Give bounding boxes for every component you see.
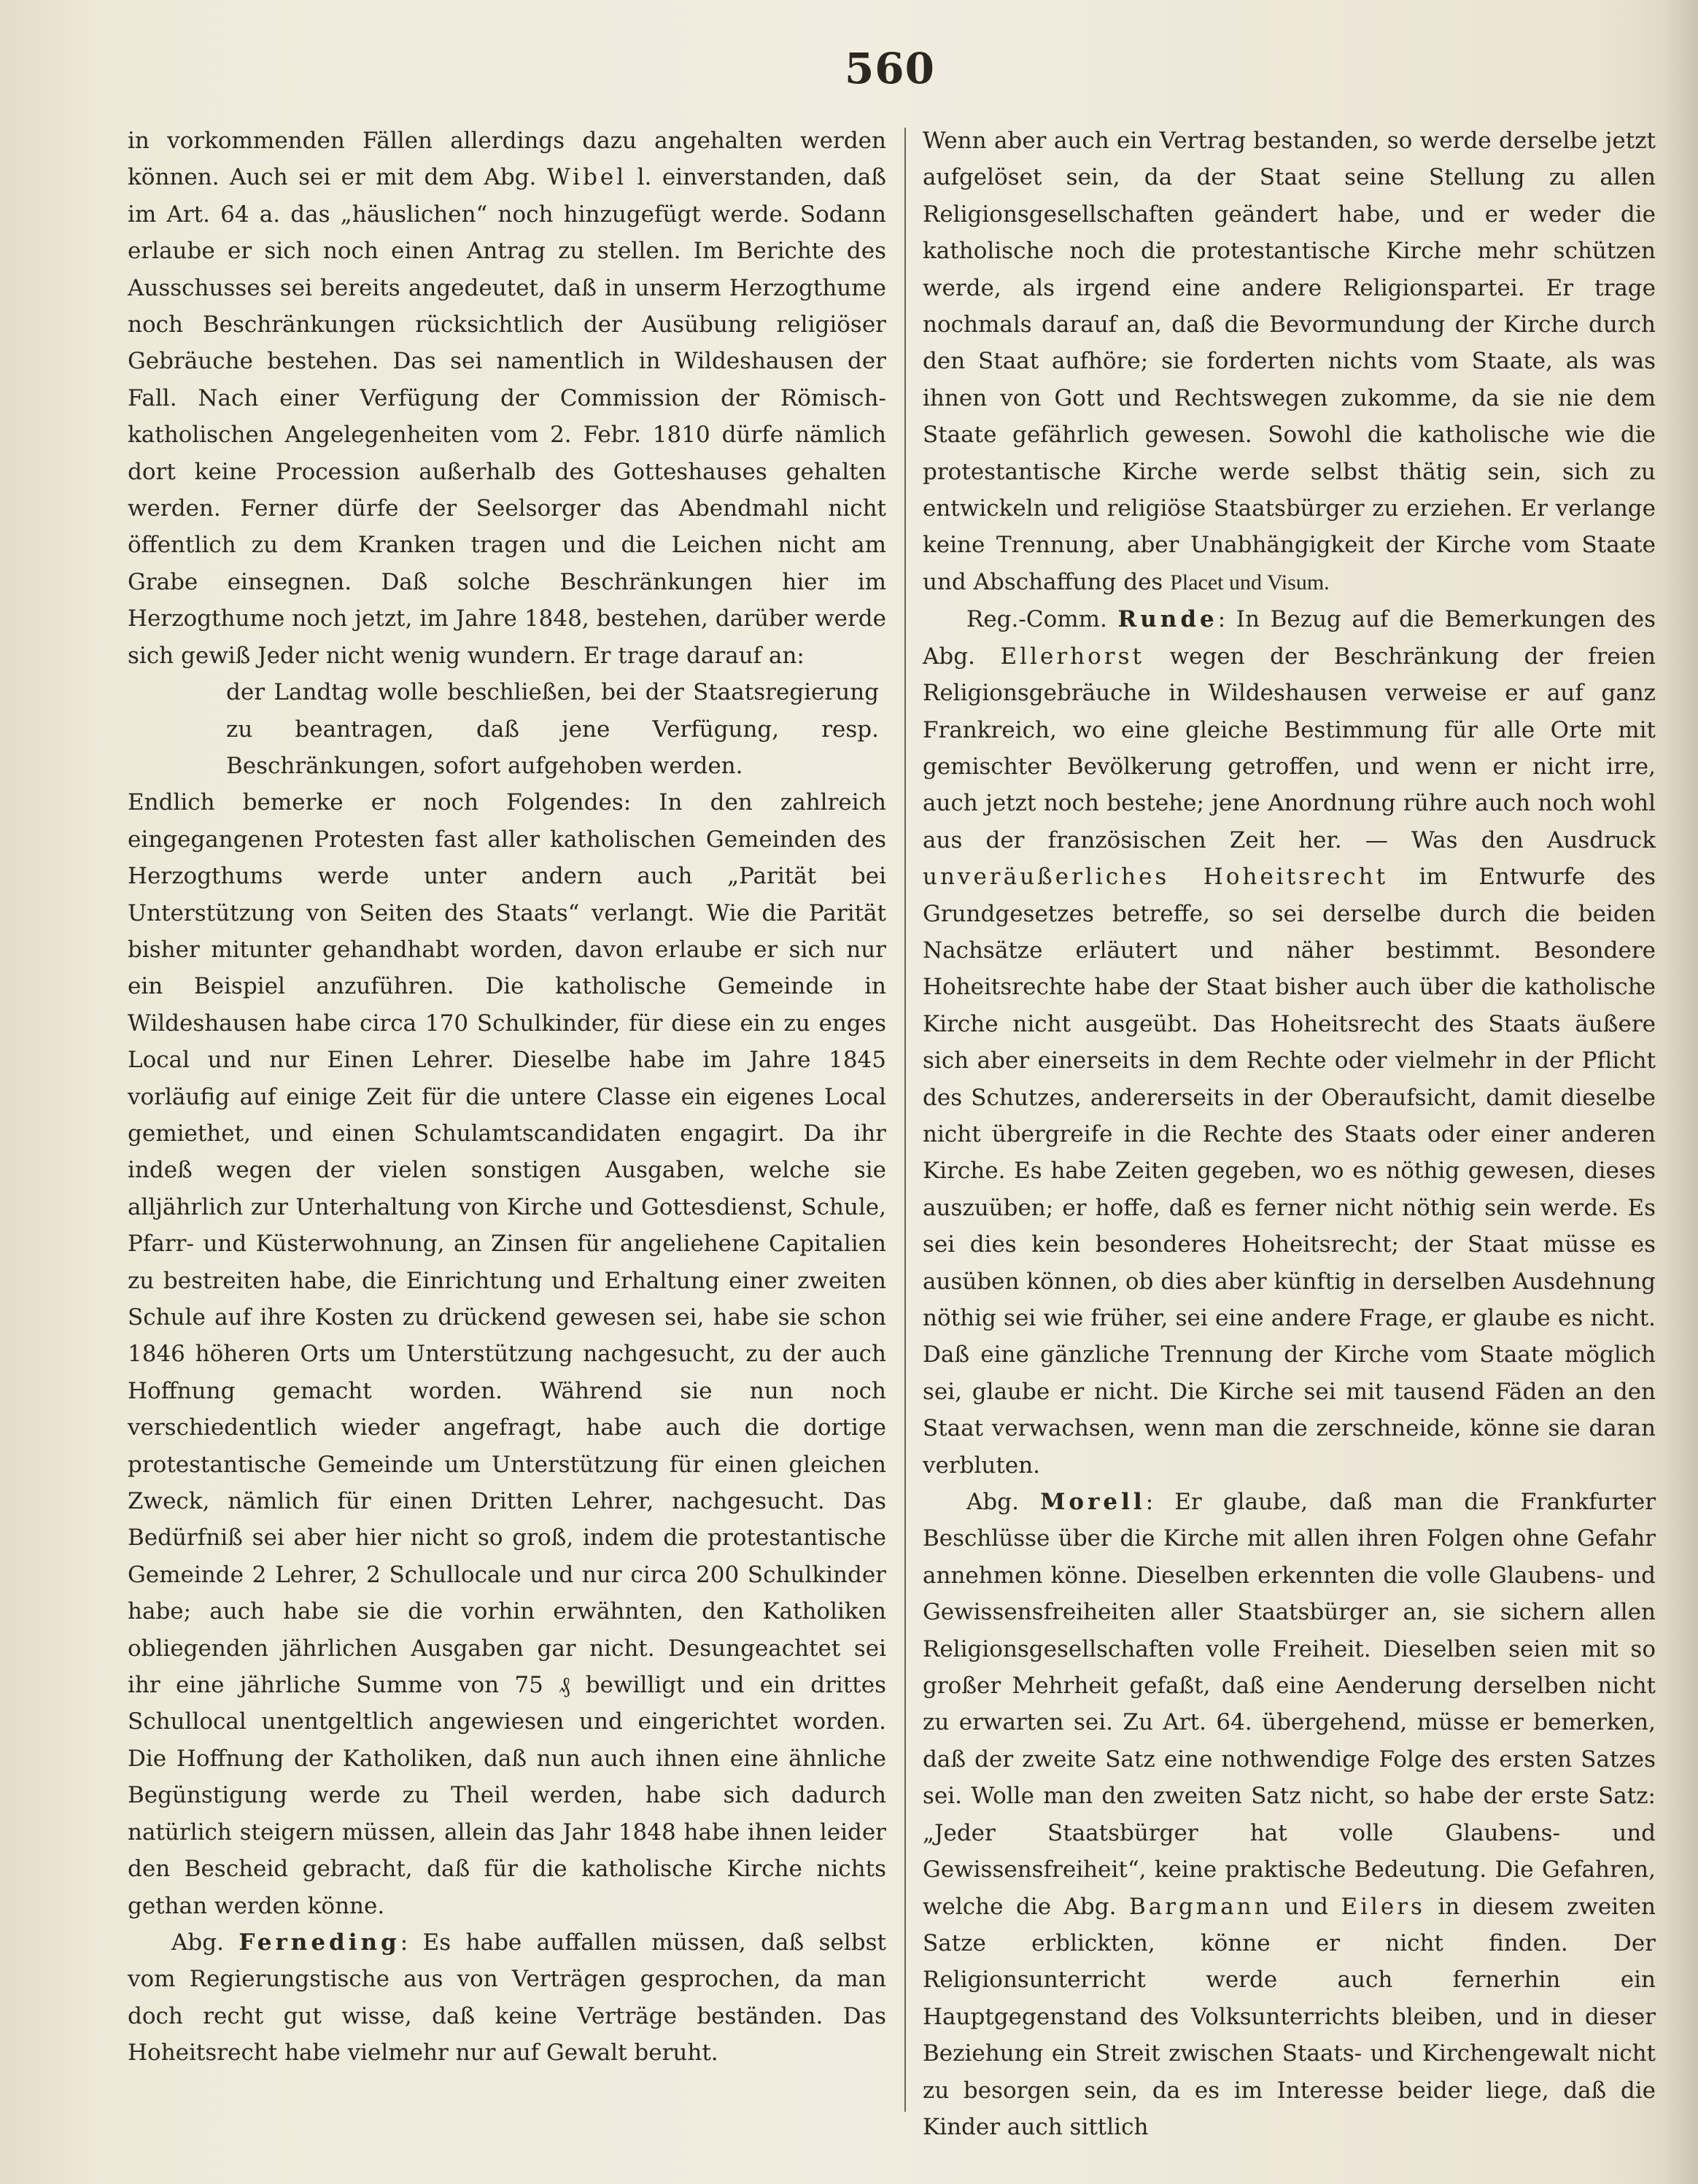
emphasized-term: unveräußerliches Hoheitsrecht xyxy=(923,864,1389,891)
speaker-name: Morell xyxy=(1040,1489,1146,1516)
latin-term: Placet und Visum. xyxy=(1170,570,1330,595)
page-number: 560 xyxy=(844,44,936,93)
speaker-name: Eilers xyxy=(1341,1893,1425,1920)
left-paragraph-1: in vorkommenden Fällen allerdings dazu angehalten werden können. Auch sei er mit dem Abg. Wibel l. einverstanden, daß im Art. 64 a. das „häuslichen“ noch hinzugefügt werde. Sodann erlaube er sich noch einen Antrag zu stellen. Im Berichte des Ausschusses sei bereits angedeutet, daß in unserm Herzogthume noch Beschränkungen rücksichtlich der Ausübung religiöser Gebräuche bestehen. Das sei namentlich in Wildeshausen der Fall. Nach einer Verfügung der Commission der Römisch-katholischen Angelegenheiten vom 2. Febr. 1810 dürfe nämlich dort keine Procession außerhalb des Gotteshauses gehalten werden. Ferner dürfe der Seelsorger das Abendmahl nicht öffentlich zu dem Kranken tragen und die Leichen nicht am Grabe einsegnen. Daß solche Beschränkungen hier im Herzogthume noch jetzt, im Jahre 1848, bestehen, darüber werde sich gewiß Jeder nicht wenig wundern. Er trage darauf an: xyxy=(128,128,887,669)
right-paragraph-3: Abg. Morell: Er glaube, daß man die Frankfurter Beschlüsse über die Kirche mit allen ihren Folgen ohne Gefahr annehmen könne. Dieselben erkennten die volle Glaubens- und Gewissensfreiheiten aller Staatsbürger an, sie sichern allen Religionsgesellschaften volle Freiheit. Dieselben seien mit so großer Mehrheit gefaßt, daß eine Aenderung derselben nicht zu erwarten sei. Zu Art. 64. übergehend, müsse er bemerken, daß der zweite Satz eine nothwendige Folge des ersten Satzes sei. Wolle man den zweiten Satz nicht, so habe der erste Satz: „Jeder Staatsbürger hat volle Glaubens- und Gewissensfreiheit“, keine praktische Bedeutung. Die Gefahren, welche die Abg. Bargmann und Eilers in diesem zweiten Satze erblickten, könne er nicht finden. Der Religionsunterricht werde auch fernerhin ein Hauptgegenstand des Volksunterrichts bleiben, und in dieser Beziehung ein Streit zwischen Staats- und Kirchengewalt nicht zu besorgen sein, da es im Interesse beider liege, daß die Kinder auch sittlich xyxy=(923,1489,1656,2140)
right-paragraph-2: Reg.-Comm. Runde: In Bezug auf die Bemerkungen des Abg. Ellerhorst wegen der Beschränkung der freien Religionsgebräuche in Wildeshausen verweise er auf ganz Frankreich, wo eine gleiche Bestimmung für alle Orte mit gemischter Bevölkerung getroffen, und wenn er nicht irre, auch jetzt noch bestehe; jene Anordnung rühre auch noch wohl aus der französischen Zeit her. — Was den Ausdruck unveräußerliches Hoheitsrecht im Entwurfe des Grundgesetzes betreffe, so sei derselbe durch die beiden Nachsätze erläutert und näher bestimmt. Besondere Hoheitsrechte habe der Staat bisher auch über die katholische Kirche nicht ausgeübt. Das Hoheitsrecht des Staats äußere sich aber einerseits in dem Rechte oder vielmehr in der Pflicht des Schutzes, andererseits in der Oberaufsicht, damit dieselbe nicht übergreife in die Rechte des Staats oder einer anderen Kirche. Es habe Zeiten gegeben, wo es nöthig gewesen, dieses auszuüben; er hoffe, daß es ferner nicht nöthig sein werde. Es sei dies kein besonderes Hoheitsrecht; der Staat müsse es ausüben können, ob dies aber künftig in derselben Ausdehnung nöthig sei wie früher, sei eine andere Frage, er glaube es nicht. Daß eine gänzliche Trennung der Kirche vom Staate möglich sei, glaube er nicht. Die Kirche sei mit tausend Fäden an den Staat verwachsen, wenn man die zerschneide, könne sie daran verbluten. xyxy=(923,606,1656,1479)
speaker-name: Bargmann xyxy=(1128,1893,1272,1920)
page-edge-shadow xyxy=(1663,0,1698,2184)
left-paragraph-3: Abg. Ferneding: Es habe auffallen müssen, daß selbst vom Regierungstische aus von Verträgen gesprochen, da man doch recht gut wisse, daß keine Verträge beständen. Das Hoheitsrecht habe vielmehr nur auf Gewalt beruht. xyxy=(128,1929,886,2067)
right-paragraph-1: Wenn aber auch ein Vertrag bestanden, so werde derselbe jetzt aufgelöset sein, da der Staat seine Stellung zu allen Religionsgesellschaften geändert habe, und er weder die katholische noch die protestantische Kirche mehr schützen werde, als irgend eine andere Religionspartei. Er trage nochmals darauf an, daß die Bevormundung der Kirche durch den Staat aufhöre; sie forderten nichts vom Staate, als was ihnen von Gott und Rechtswegen zukomme, da sie nie dem Staate gefährlich gewesen. Sowohl die katholische wie die protestantische Kirche werde selbst thätig sein, sich zu entwickeln und religiöse Staatsbürger zu erziehen. Er verlange keine Trennung, aber Unabhängigkeit der Kirche vom Staate und Abschaffung des Placet und Visum. xyxy=(923,128,1656,595)
left-paragraph-2: Endlich bemerke er noch Folgendes: In den zahlreich eingegangenen Protesten fast aller katholischen Gemeinden des Herzogthums werde unter andern auch „Parität bei Unterstützung von Seiten des Staats“ verlangt. Wie die Parität bisher mitunter gehandhabt worden, davon erlaube er sich nur ein Beispiel anzuführen. Die katholische Gemeinde in Wildeshausen habe circa 170 Schulkinder, für diese ein zu enges Local und nur Einen Lehrer. Dieselbe habe im Jahre 1845 vorläufig auf einige Zeit für die untere Classe ein eigenes Local gemiethet, und einen Schulamtscandidaten engagirt. Da ihr indeß wegen der vielen sonstigen Ausgaben, welche sie alljährlich zur Unterhaltung von Kirche und Gottesdienst, Schule, Pfarr- und Küsterwohnung, an Zinsen für angeliehene Capitalien zu bestreiten habe, die Einrichtung und Erhaltung einer zweiten Schule auf ihre Kosten zu drückend gewesen sei, habe sie schon 1846 höheren Orts um Unterstützung nachgesucht, zu der auch Hoffnung gemacht worden. Während sie nun noch verschiedentlich wieder angefragt, habe auch die dortige protestantische Gemeinde um Unterstützung für einen gleichen Zweck, nämlich für einen Dritten Lehrer, nachgesucht. Das Bedürfniß sei aber hier nicht so groß, indem die protestantische Gemeinde 2 Lehrer, 2 Schullocale und nur circa 200 Schulkinder habe; auch habe sie die vorhin erwähnten, den Katholiken obliegenden jährlichen Ausgaben gar nicht. Desungeachtet sei ihr eine jährliche Summe von 75 ₰ bewilligt und ein drittes Schullocal unentgeltlich angewiesen und eingerichtet worden. Die Hoffnung der Katholiken, daß nun auch ihnen eine ähnliche Begünstigung werde zu Theil werden, habe sich dadurch natürlich steigern müssen, allein das Jahr 1848 habe ihnen leider den Bescheid gebracht, daß für die katholische Kirche nichts gethan werden könne. xyxy=(128,789,886,1919)
left-column xyxy=(128,123,886,2072)
speaker-name: Runde xyxy=(1117,606,1218,633)
motion-text: der Landtag wolle beschließen, bei der Staatsregierung zu beantragen, daß jene Verfügung, resp. Beschränkungen, sofort aufgehoben werden. xyxy=(226,679,879,779)
right-column xyxy=(923,123,1656,2145)
speaker-name: Ferneding xyxy=(239,1929,400,1956)
column-divider xyxy=(904,128,906,2112)
speaker-name: Ellerhorst xyxy=(1000,643,1144,670)
speaker-name: Wibel xyxy=(546,164,627,191)
